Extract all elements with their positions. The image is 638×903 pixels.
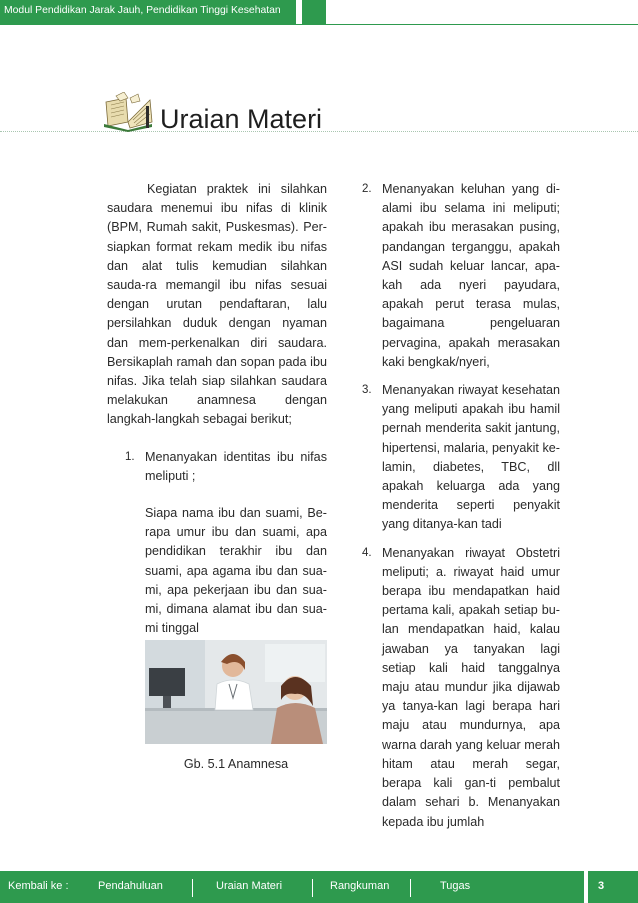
right-column [362, 180, 560, 832]
nav-uraian-materi-link[interactable]: Uraian Materi [216, 880, 283, 892]
anamnesa-photo [145, 640, 327, 744]
open-book-icon [102, 92, 154, 132]
list-item [362, 381, 560, 535]
header-rule [0, 24, 638, 25]
nav-tugas-link[interactable]: Tugas [440, 880, 471, 892]
left-column [107, 180, 327, 638]
list-number: 2. [362, 183, 372, 195]
list-item [125, 448, 327, 639]
header-square [302, 0, 326, 24]
list-item [362, 544, 560, 832]
page-number: 3 [597, 880, 605, 892]
nav-separator [312, 879, 313, 897]
nav-rangkuman-link[interactable]: Rangkuman [330, 880, 390, 892]
list-text: Menanyakan identitas ibu nifas meliputi ; [145, 449, 327, 483]
list-number: 1. [125, 450, 135, 463]
list-number: 4. [362, 546, 372, 559]
nav-separator [192, 879, 193, 897]
intro-paragraph: Kegiatan praktek ini silahkan saudara menemui ibu nifas di klinik (BPM, Rumah sakit, Puskesmas). Per-siapkan format rekam medik ibu nifas dan alat tulis kemudian silahkan sauda-ra memangil ibu nifas sesuai dengan urutan pendaftaran, lalu persilahkan duduk dengan nyaman dan mem-perkenalkan diri saudara. Bersikaplah ramah dan sopan pada ibu nifas. Jika telah siap silahkan saudara melakukan anamnesa dengan langkah-langkah sebagai berikut; [107, 182, 327, 427]
list-item [362, 180, 560, 372]
list-text: Menanyakan keluhan yang di-alami ibu selama ini meliputi; apakah ibu merasakan pusing, pandangan terganggu, apakah ASI sudah keluar lancar, apa-kah ada nyeri payudara, apakah perut terasa mulas, bagaimana pengeluaran pervagina, apakah merasakan kaki bengkak/nyeri, [382, 182, 560, 369]
list-detail: Siapa nama ibu dan suami, Be-rapa umur ibu dan suami, apa pendidikan terakhir ibu dan suami, apa agama ibu dan sua-mi, apa pekerjaan ibu dan sua-mi, dimana alamat ibu dan sua-mi tinggal [145, 506, 327, 636]
page-number-box [588, 871, 638, 903]
back-label: Kembali ke : [8, 880, 69, 892]
header-bar [0, 0, 296, 24]
figure-caption: Gb. 5.1 Anamnesa [183, 757, 289, 771]
footer-nav [0, 871, 584, 903]
consultation-illustration [145, 640, 327, 744]
nav-separator [410, 879, 411, 897]
module-title: Modul Pendidikan Jarak Jauh, Pendidikan Tinggi Kesehatan [4, 5, 281, 16]
list-number: 3. [362, 384, 372, 397]
list-text: Menanyakan riwayat Obstetri meliputi; a. riwayat haid umur berapa ibu mendapatkan haid pertama kali, apakah setiap bu-lan mendapatkan haid, kalau jawaban ya tanyakan lagi setiap kali haid tanggalnya maju atau mundur jika dijawab ya tanya-kan lagi berapa hari maju atau mundurnya, apa warna darah yang keluar merah hitam atau merah segar, berapa kali gan-ti pembalut dalam sehari b. Menanyakan kepada ibu jumlah [382, 545, 560, 829]
list-text: Menanyakan riwayat kesehatan yang meliputi apakah ibu hamil pernah menderita sakit jantung, hipertensi, malaria, penyakit ke-lamin, diabetes, TBC, dll apakah keluarga ada yang menderita seperti penyakit yang ditanya-kan tadi [382, 383, 560, 532]
section-title: Uraian Materi [160, 104, 323, 134]
nav-pendahuluan-link[interactable]: Pendahuluan [98, 880, 163, 892]
